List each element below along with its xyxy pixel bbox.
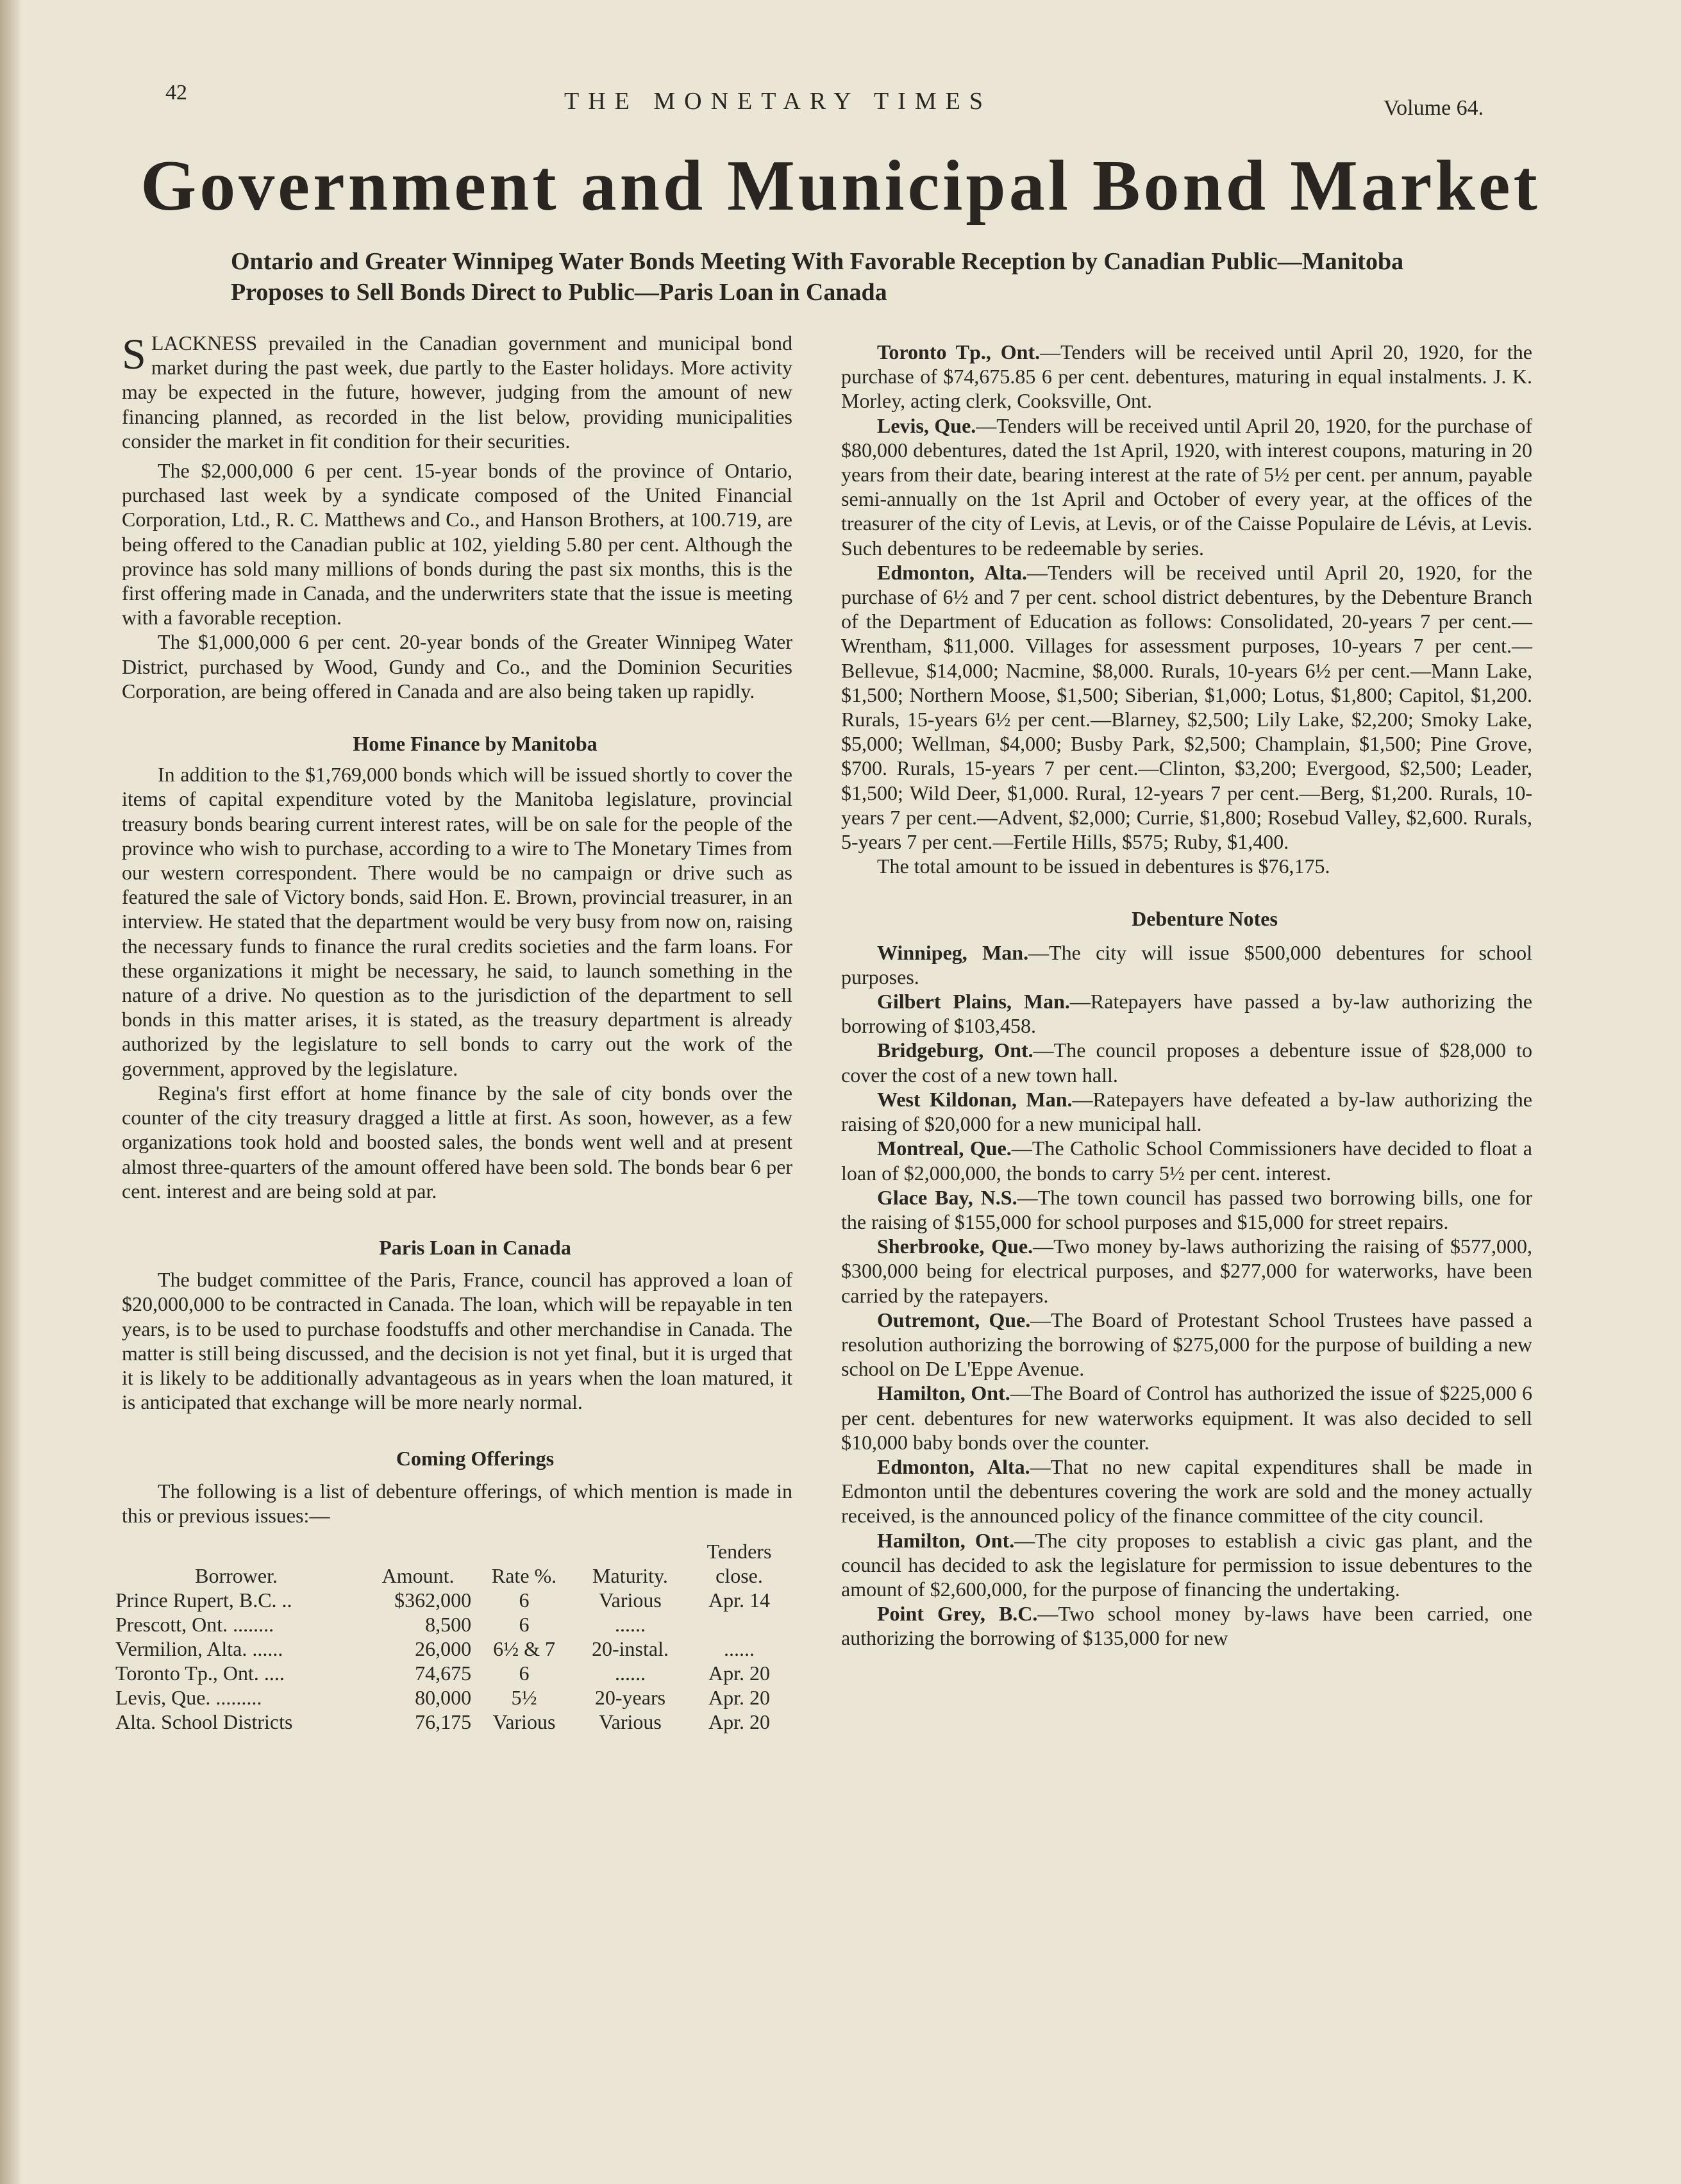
right-column <box>841 340 1532 1651</box>
volume-label: Volume 64. <box>1384 96 1484 120</box>
note-item: Edmonton, Alta.—That no new capital expenditures shall be made in Edmonton until the debentures covering the work are sold and the money actually received, is the announced policy of the finance committee of the city council. <box>841 1455 1533 1528</box>
headline: Government and Municipal Bond Market <box>140 146 1541 226</box>
note-item: Montreal, Que.—The Catholic School Commissioners have decided to float a loan of $2,000,000, the bonds to carry 5½ per cent. interest. <box>841 1137 1533 1185</box>
ontario-paragraph: The $2,000,000 6 per cent. 15-year bonds of the province of Ontario, purchased last week by a syndicate composed of the United Financial Corporation, Ltd., R. C. Matthews and Co., and Hanson Brothers, at 100.719, are being offered to the Canadian public at 102, yielding 5.80 per cent. Although the province has sold many millions of bonds during the past six months, this is the first offering made in Canada, and the underwriters state that the issue is meeting with a favorable reception. <box>122 459 792 629</box>
section-heading-home-finance: Home Finance by Manitoba <box>353 732 598 756</box>
manitoba-paragraph: In addition to the $1,769,000 bonds which will be issued shortly to cover the items of capital expenditure voted by the Manitoba legislature, provincial treasury bonds bearing current interest rates, will be on sale for the people of the province who wish to purchase, according to a wire to The Monetary Times from our western correspondent. There would be no campaign or drive such as featured the sale of Victory bonds, said Hon. E. Brown, provincial treasurer, in an interview. He stated that the department would be very busy from now on, raising the necessary funds to finance the rural credits societies and the farm loans. For these organizations it might be necessary, he said, to launch something in the nature of a drive. No question as to the jurisdiction of the department to sell bonds in this matter arises, it is stated, as the treasury department is already authorized by the legislature to sell bonds to carry out the work of the government, approved by the legislature. <box>122 763 792 1080</box>
page-number: 42 <box>165 81 187 104</box>
note-item: Hamilton, Ont.—The city proposes to establish a civic gas plant, and the council has decided to ask the legislature for permission to issue debentures to the amount of $2,600,000, for the purpose of financing the undertaking. <box>841 1528 1533 1601</box>
paris-paragraph: The budget committee of the Paris, France, council has approved a loan of $20,000,000 to be contracted in Canada. The loan, which will be repayable in ten years, is to be used to purchase foodstuffs and other merchandise in Canada. The matter is still being discussed, and the decision is not yet final, but it is urged that it is likely to be additionally advantageous as in years when the loan matured, it is anticipated that exchange will be more nearly normal. <box>122 1268 792 1414</box>
col-tenders: Tenders close. <box>707 1539 772 1587</box>
note-item: Bridgeburg, Ont.—The council proposes a debenture issue of $28,000 to cover the cost of a new town hall. <box>841 1038 1533 1087</box>
note-item: West Kildonan, Man.—Ratepayers have defeated a by-law authorizing the raising of $20,000 for a new municipal hall. <box>841 1087 1533 1136</box>
winnipeg-water-paragraph: The $1,000,000 6 per cent. 20-year bonds of the Greater Winnipeg Water District, purchased by Wood, Gundy and Co., and the Dominion Securities Corporation, are being offered in Canada and are also being taken up rapidly. <box>122 630 792 703</box>
note-item: Outremont, Que.—The Board of Protestant School Trustees have passed a resolution authorizing the borrowing of $275,000 for the purpose of building a new school on De L'Eppe Avenue. <box>841 1308 1533 1381</box>
tender-total: The total amount to be issued in debentures is $76,175. <box>877 854 1330 878</box>
col-amount: Amount. <box>381 1563 455 1587</box>
book-spine-shadow <box>0 0 22 2184</box>
offerings-intro: The following is a list of debenture offerings, of which mention is made in this or previous issues:— <box>122 1479 792 1527</box>
masthead: THE MONETARY TIMES <box>564 88 992 115</box>
note-item: Gilbert Plains, Man.—Ratepayers have passed a by-law authorizing the borrowing of $103,458. <box>841 990 1532 1038</box>
note-item: Winnipeg, Man.—The city will issue $500,000 debentures for school purposes. <box>841 940 1533 988</box>
note-item: Point Grey, B.C.—Two school money by-laws have been carried, one authorizing the borrowing of $135,000 for new <box>841 1602 1533 1650</box>
intro-paragraph: SLACKNESS prevailed in the Canadian government and municipal bond market during the past week, due partly to the Easter holidays. More activity may be expected in the future, however, judging from the amount of new financing planned, as recorded in the list below, providing municipalities consider the market in fit condition for their securities. <box>122 329 792 453</box>
note-item: Hamilton, Ont.—The Board of Control has authorized the issue of $225,000 6 per cent. debentures for new waterworks equipment. It was also decided to sell $10,000 baby bonds over the counter. <box>841 1381 1533 1454</box>
drop-cap: S <box>122 329 146 378</box>
tender-edmonton: Edmonton, Alta.—Tenders will be received until April 20, 1920, for the purchase of 6½ and 7 per cent. school district debentures, by the Debenture Branch of the Department of Education as follows: Consolidated, 20-years 7 per cent.—Wrentham, $11,000. Villages for assessment purposes, 10-years 7 per cent.—Bellevue, $14,000; Nacmine, $8,000. Rurals, 10-years 6½ per cent.—Mann Lake, $1,500; Northern Moose, $1,500; Siberian, $1,000; Lotus, $1,800; Capitol, $1,200. Rurals, 15-years 6½ per cent.—Blarney, $2,500; Lily Lake, $2,200; Smoky Lake, $5,000; Wellman, $4,000; Busby Park, $2,500; Champlain, $1,500; Pine Grove, $700. Rurals, 15-years 7 per cent.—Clinton, $3,200; Evergood, $2,500; Leader, $1,500; Wild Deer, $1,000. Rural, 12-years 7 per cent.—Berg, $1,200. Rurals, 10-years 7 per cent.—Advent, $2,000; Currie, $1,800; Rosebud Valley, $2,600. Rurals, 5-years 7 per cent.—Fertile Hills, $575; Ruby, $1,400. <box>841 560 1533 854</box>
col-maturity: Maturity. <box>592 1563 668 1587</box>
col-rate: Rate %. <box>491 1563 557 1587</box>
table-row: Vermilion, Alta. ...... 26,000 6½ & 7 20-instal. ...... <box>115 1637 755 1660</box>
tender-levis: Levis, Que.—Tenders will be received until April 20, 1920, for the purchase of $80,000 debentures, dated the 1st April, 1920, with interest coupons, maturing in 20 years from their date, bearing interest at the rate of 5½ per cent. per annum, payable semi-annually on the 1st April and October of every year, at the offices of the treasurer of the city of Levis, at Levis, or of the Caisse Populaire de Lévis, at Levis. Such debentures to be redeemable by series. <box>841 413 1532 560</box>
left-column <box>115 329 792 1734</box>
regina-paragraph: Regina's first effort at home finance by the sale of city bonds over the counter of the city treasury dragged a little at first. As soon, however, as a few organizations took hold and boosted sales, the bonds went well and at present almost three-quarters of the amount offered have been sold. The bonds bear 6 per cent. interest and are being sold at par. <box>122 1081 792 1203</box>
table-row: Prescott, Ont. ........ 8,500 6 ...... <box>115 1612 646 1636</box>
deck-subheadline: Ontario and Greater Winnipeg Water Bonds Meeting With Favorable Reception by Canadian Public—Manitoba Proposes to Sell Bonds Direct to Public—Paris Loan in Canada <box>231 248 1404 306</box>
offerings-table <box>112 1539 791 1734</box>
note-item: Sherbrooke, Que.—Two money by-laws authorizing the raising of $577,000, $300,000 being for electrical purposes, and $277,000 for waterworks, have been carried by the ratepayers. <box>841 1235 1533 1307</box>
col-borrower: Borrower. <box>195 1563 278 1587</box>
table-row: Alta. School Districts 76,175 Various Various Apr. 20 <box>115 1710 770 1733</box>
note-item: Glace Bay, N.S.—The town council has passed two borrowing bills, one for the raising of $155,000 for school purposes and $15,000 for street repairs. <box>841 1185 1533 1233</box>
table-row: Toronto Tp., Ont. .... 74,675 6 ...... Apr. 20 <box>115 1661 770 1685</box>
section-heading-paris-loan: Paris Loan in Canada <box>379 1235 571 1259</box>
table-row: Prince Rupert, B.C. .. $362,000 6 Various Apr. 14 <box>115 1588 770 1612</box>
section-heading-debenture-notes: Debenture Notes <box>1132 907 1278 931</box>
section-heading-coming-offerings: Coming Offerings <box>396 1447 555 1471</box>
tender-toronto: Toronto Tp., Ont.—Tenders will be received until April 20, 1920, for the purchase of $74,675.85 6 per cent. debentures, maturing in equal instalments. J. K. Morley, acting clerk, Cooksville, Ont. <box>841 340 1533 413</box>
table-row: Levis, Que. ......... 80,000 5½ 20-years Apr. 20 <box>115 1685 770 1709</box>
table-header-row <box>112 1539 791 1588</box>
